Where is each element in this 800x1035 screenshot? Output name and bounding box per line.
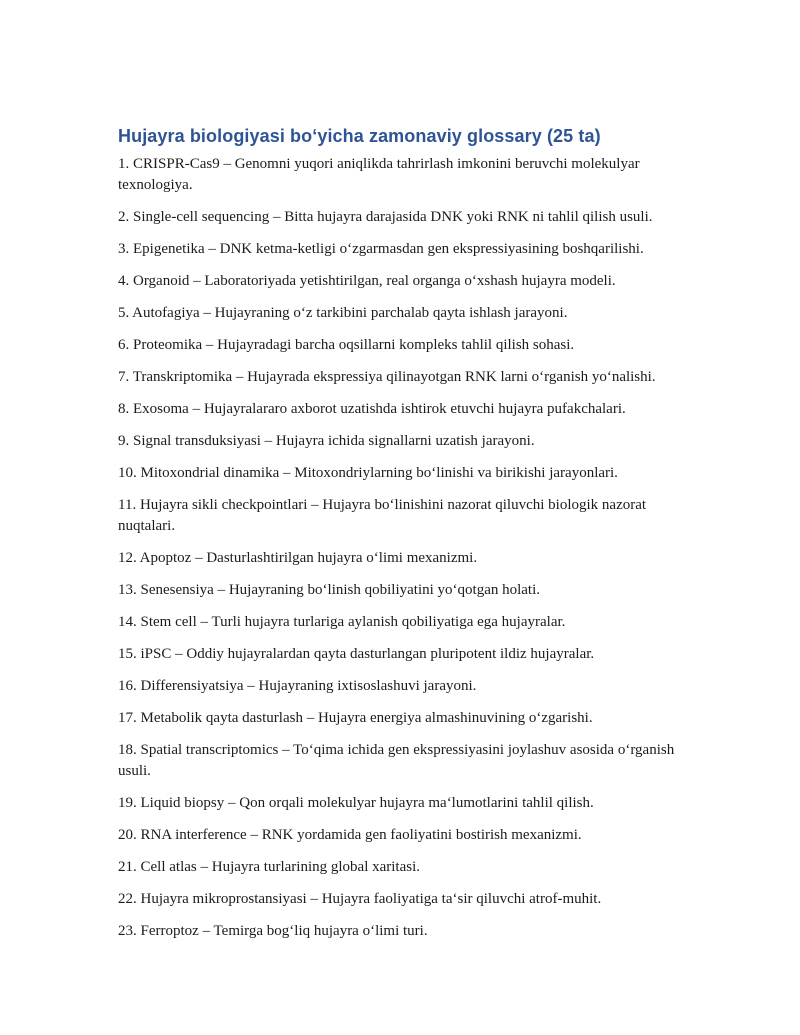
glossary-item: 15. iPSC – Oddiy hujayralardan qayta dasturlangan pluripotent ildiz hujayralar. <box>118 646 595 662</box>
glossary-item: 1. CRISPR-Cas9 – Genomni yuqori aniqlikda tahrirlash imkonini beruvchi molekulyar texnologiya. <box>118 156 640 193</box>
glossary-item: 14. Stem cell – Turli hujayra turlariga aylanish qobiliyatiga ega hujayralar. <box>118 614 566 630</box>
glossary-item: 12. Apoptoz – Dasturlashtirilgan hujayra o‘limi mexanizmi. <box>118 550 478 566</box>
document-title: Hujayra biologiyasi bo‘yicha zamonaviy glossary (25 ta) <box>118 126 601 146</box>
glossary-item: 2. Single-cell sequencing – Bitta hujayra darajasida DNK yoki RNK ni tahlil qilish usuli. <box>118 209 653 225</box>
glossary-item: 21. Cell atlas – Hujayra turlarining global xaritasi. <box>118 859 421 875</box>
glossary-item: 20. RNA interference – RNK yordamida gen faoliyatini bostirish mexanizmi. <box>118 827 582 843</box>
glossary-item: 5. Autofagiya – Hujayraning o‘z tarkibini parchalab qayta ishlash jarayoni. <box>118 305 568 321</box>
glossary-item: 11. Hujayra sikli checkpointlari – Hujayra bo‘linishini nazorat qiluvchi biologik nazorat nuqtalari. <box>118 497 647 534</box>
glossary-item: 10. Mitoxondrial dinamika – Mitoxondriylarning bo‘linishi va birikishi jarayonlari. <box>118 465 618 481</box>
glossary-item: 8. Exosoma – Hujayralararo axborot uzatishda ishtirok etuvchi hujayra pufakchalari. <box>118 401 626 417</box>
glossary-item: 13. Senesensiya – Hujayraning bo‘linish qobiliyatini yo‘qotgan holati. <box>118 582 541 598</box>
glossary-list <box>118 154 685 942</box>
glossary-item: 3. Epigenetika – DNK ketma-ketligi o‘zgarmasdan gen ekspressiyasining boshqarilishi. <box>118 241 644 257</box>
glossary-item: 7. Transkriptomika – Hujayrada ekspressiya qilinayotgan RNK larni o‘rganish yo‘nalishi. <box>118 369 656 385</box>
glossary-item: 6. Proteomika – Hujayradagi barcha oqsillarni kompleks tahlil qilish sohasi. <box>118 337 575 353</box>
glossary-item: 22. Hujayra mikroprostansiyasi – Hujayra faoliyatiga ta‘sir qiluvchi atrof-muhit. <box>118 891 602 907</box>
glossary-item: 4. Organoid – Laboratoriyada yetishtirilgan, real organga o‘xshash hujayra modeli. <box>118 273 616 289</box>
glossary-item: 18. Spatial transcriptomics – To‘qima ichida gen ekspressiyasini joylashuv asosida o‘rganish usuli. <box>118 742 675 779</box>
glossary-item: 16. Differensiyatsiya – Hujayraning ixtisoslashuvi jarayoni. <box>118 678 477 694</box>
glossary-item: 17. Metabolik qayta dasturlash – Hujayra energiya almashinuvining o‘zgarishi. <box>118 710 593 726</box>
glossary-item: 19. Liquid biopsy – Qon orqali molekulyar hujayra ma‘lumotlarini tahlil qilish. <box>118 795 594 811</box>
glossary-item: 23. Ferroptoz – Temirga bog‘liq hujayra o‘limi turi. <box>118 923 428 939</box>
glossary-item: 9. Signal transduksiyasi – Hujayra ichida signallarni uzatish jarayoni. <box>118 433 535 449</box>
